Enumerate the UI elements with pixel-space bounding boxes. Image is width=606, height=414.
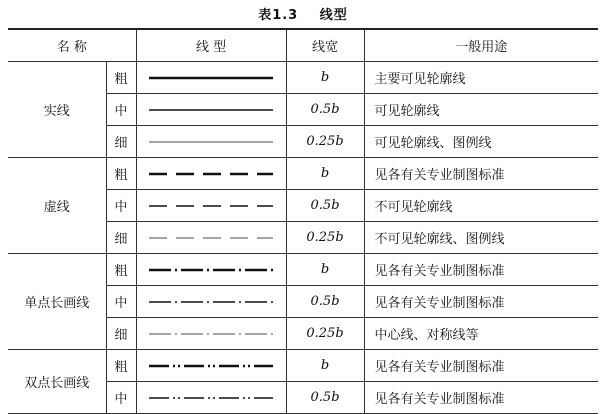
line-width-value: 0.5b (286, 94, 364, 126)
line-sample (147, 297, 275, 307)
line-usage: 可见轮廓线、图例线 (364, 126, 598, 158)
table-row (8, 350, 598, 382)
line-width-value: 0.25b (286, 318, 364, 350)
table-row (8, 158, 598, 190)
line-type-name: 双点长画线 (8, 350, 106, 414)
line-sample (147, 393, 275, 403)
line-sample (147, 329, 275, 339)
line-usage: 见各有关专业制图标准 (364, 158, 598, 190)
line-sample (147, 201, 275, 211)
line-usage: 不可见轮廓线、图例线 (364, 222, 598, 254)
line-weight-label: 粗 (106, 62, 136, 94)
line-sample-cell (136, 254, 286, 286)
table-row (8, 62, 598, 94)
line-sample-cell (136, 318, 286, 350)
line-type-name: 实线 (8, 62, 106, 158)
line-sample (147, 73, 275, 83)
line-sample-cell (136, 382, 286, 414)
line-usage: 中心线、对称线等 (364, 318, 598, 350)
line-width-value: 0.5b (286, 190, 364, 222)
line-weight-label: 中 (106, 190, 136, 222)
line-usage: 可见轮廓线 (364, 94, 598, 126)
line-sample-cell (136, 286, 286, 318)
line-weight-label: 粗 (106, 350, 136, 382)
line-width-value: 0.5b (286, 382, 364, 414)
header-name: 名 称 (8, 29, 136, 62)
line-usage: 见各有关专业制图标准 (364, 382, 598, 414)
caption-title: 线型 (319, 8, 348, 23)
line-weight-label: 中 (106, 382, 136, 414)
line-sample (147, 233, 275, 243)
line-type-table (8, 28, 598, 414)
line-width-value: 0.25b (286, 222, 364, 254)
line-usage: 不可见轮廓线 (364, 190, 598, 222)
line-sample-cell (136, 350, 286, 382)
line-weight-label: 细 (106, 318, 136, 350)
line-sample-cell (136, 190, 286, 222)
line-sample (147, 265, 275, 275)
line-sample-cell (136, 94, 286, 126)
header-width: 线宽 (286, 29, 364, 62)
line-sample (147, 105, 275, 115)
line-sample-cell (136, 222, 286, 254)
line-type-name: 单点长画线 (8, 254, 106, 350)
line-sample-cell (136, 62, 286, 94)
line-type-name: 虚线 (8, 158, 106, 254)
line-weight-label: 细 (106, 126, 136, 158)
header-row (8, 29, 598, 62)
line-sample-cell (136, 126, 286, 158)
line-usage: 主要可见轮廓线 (364, 62, 598, 94)
line-weight-label: 中 (106, 286, 136, 318)
line-weight-label: 粗 (106, 158, 136, 190)
header-line: 线 型 (136, 29, 286, 62)
table-row (8, 254, 598, 286)
line-width-value: b (286, 350, 364, 382)
table-caption (0, 4, 606, 23)
line-usage: 见各有关专业制图标准 (364, 254, 598, 286)
line-sample (147, 137, 275, 147)
caption-number: 表1.3 (258, 8, 299, 23)
line-width-value: 0.5b (286, 286, 364, 318)
line-width-value: b (286, 254, 364, 286)
line-weight-label: 细 (106, 222, 136, 254)
line-width-value: 0.25b (286, 126, 364, 158)
table-body (8, 62, 598, 414)
header-use: 一般用途 (364, 29, 598, 62)
line-width-value: b (286, 158, 364, 190)
line-weight-label: 中 (106, 94, 136, 126)
line-usage: 见各有关专业制图标准 (364, 286, 598, 318)
line-sample (147, 169, 275, 179)
line-weight-label: 粗 (106, 254, 136, 286)
line-usage: 见各有关专业制图标准 (364, 350, 598, 382)
line-sample-cell (136, 158, 286, 190)
line-sample (147, 361, 275, 371)
line-width-value: b (286, 62, 364, 94)
